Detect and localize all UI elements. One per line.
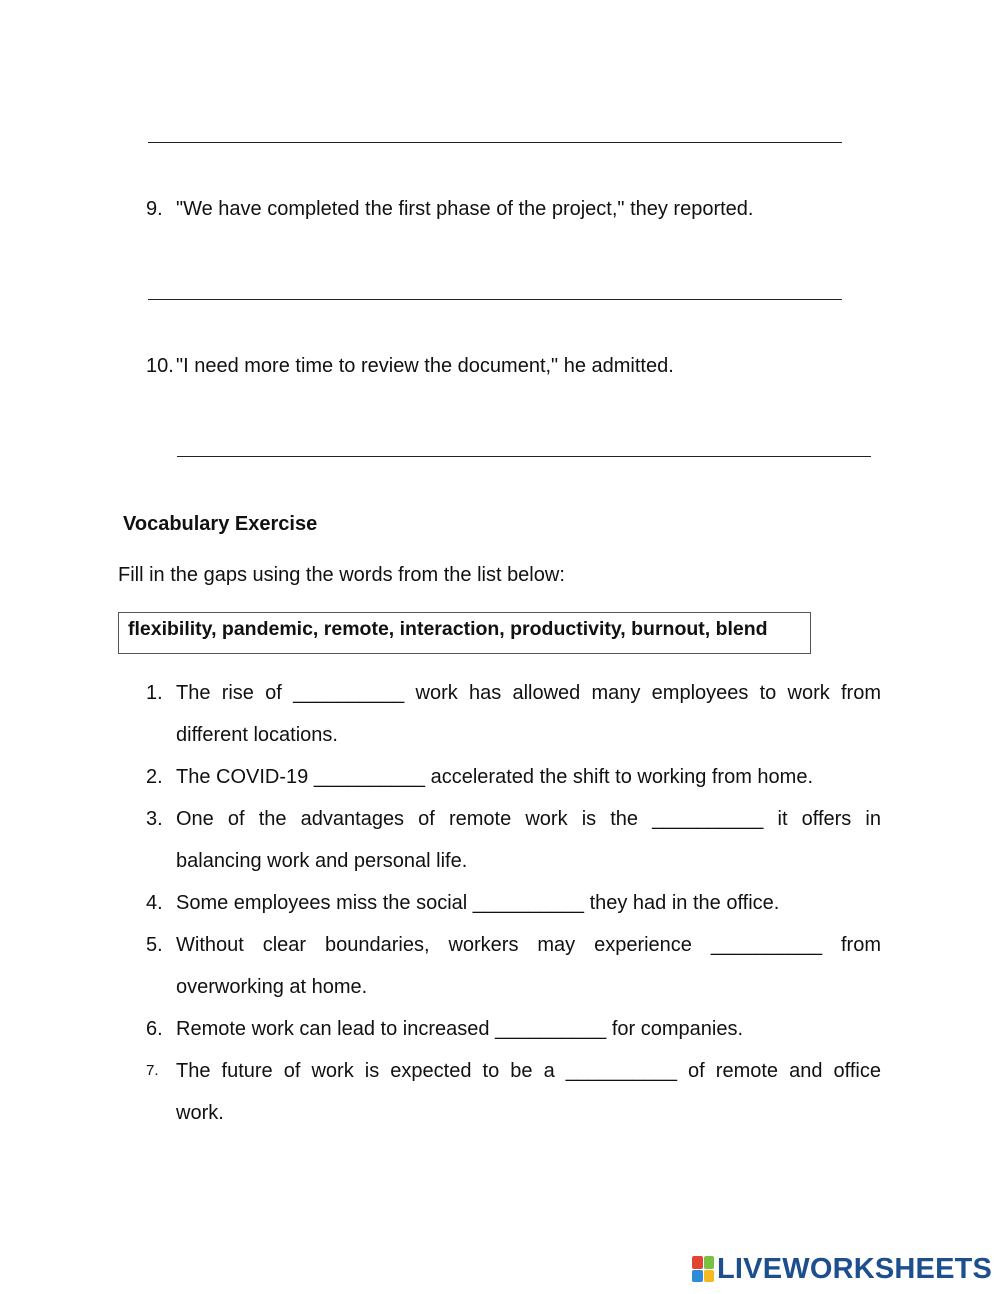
liveworksheets-logo [692, 1253, 992, 1285]
answer-line-8[interactable] [148, 142, 842, 143]
item-line: balancing work and personal life. [176, 850, 468, 872]
item-line[interactable]: One of the advantages of remote work is the __________ it offers in [176, 808, 881, 830]
item-number: 1. [146, 682, 163, 704]
item-line[interactable]: The rise of __________ work has allowed many employees to work from [176, 682, 881, 704]
item-number: 3. [146, 808, 163, 830]
question-number: 10. [146, 355, 174, 377]
item-line[interactable]: The future of work is expected to be a __________ of remote and office [176, 1060, 881, 1082]
question-text: "I need more time to review the document," he admitted. [176, 355, 674, 377]
item-number: 2. [146, 766, 163, 788]
answer-line-10[interactable] [177, 456, 871, 457]
item-line: work. [176, 1102, 224, 1124]
item-line[interactable]: Without clear boundaries, workers may experience __________ from [176, 934, 881, 956]
item-number: 5. [146, 934, 163, 956]
instruction-text: Fill in the gaps using the words from the list below: [118, 564, 565, 586]
item-number: 7. [146, 1062, 159, 1079]
question-number: 9. [146, 198, 163, 220]
word-list-box: flexibility, pandemic, remote, interaction, productivity, burnout, blend [118, 612, 811, 654]
question-10 [146, 355, 674, 378]
item-line[interactable]: Remote work can lead to increased __________ for companies. [176, 1018, 744, 1040]
item-line[interactable]: The COVID-19 __________ accelerated the shift to working from home. [176, 766, 814, 788]
logo-text: LIVEWORKSHEETS [717, 1252, 993, 1285]
section-heading: Vocabulary Exercise [123, 513, 318, 535]
answer-line-9[interactable] [148, 299, 842, 300]
item-line[interactable]: Some employees miss the social __________ they had in the office. [176, 892, 780, 914]
question-text: "We have completed the first phase of the project," they reported. [176, 198, 754, 220]
logo-mark-icon [692, 1256, 714, 1282]
item-line: different locations. [176, 724, 338, 746]
item-number: 6. [146, 1018, 163, 1040]
item-number: 4. [146, 892, 163, 914]
question-9 [146, 198, 753, 221]
item-line: overworking at home. [176, 976, 368, 998]
